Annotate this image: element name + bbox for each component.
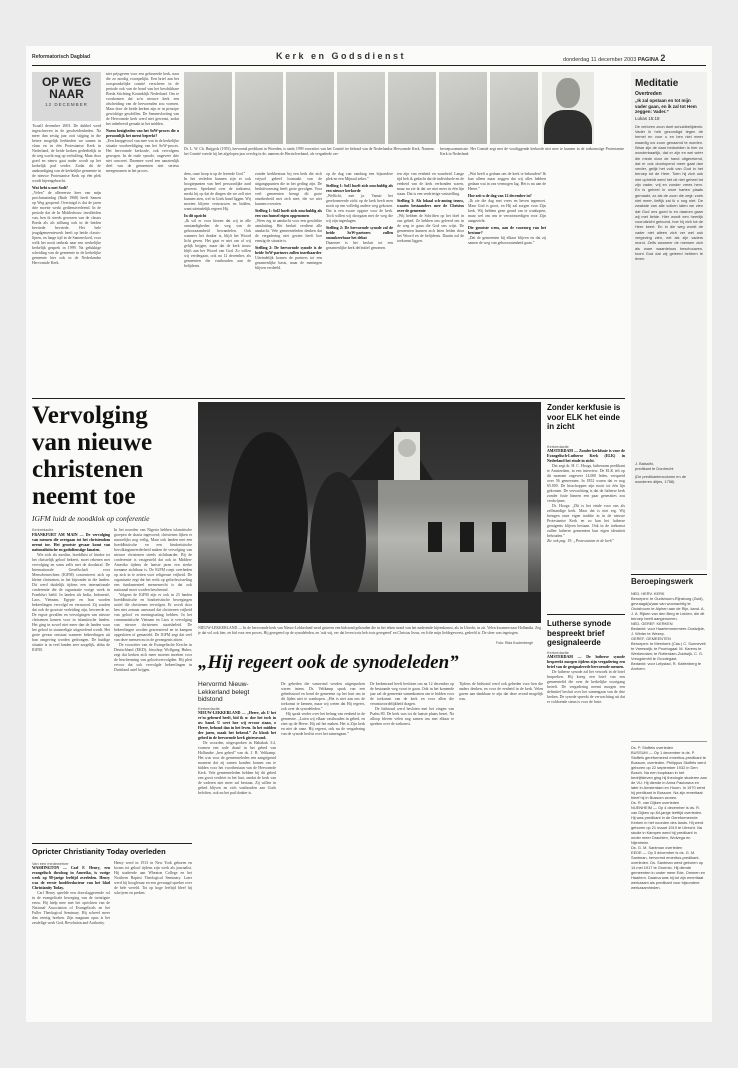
photo-strip-caption-left: Dr. L. W. Ch. Buijgrok (1955), hervormd predikant in Woerden, is sinds 1999 voorzitter van het Comité ter behoud van de Nederlandse Hervormde Kerk. Namens het Comité voerde hij het afgelopen jaar overleg in de, namens de Herstelverband, als vergaderde oer- <box>184 147 434 156</box>
op-weg-text <box>32 124 101 394</box>
zonder-headline: Zonder kerkfusie is voor ELK het einde in zicht <box>547 403 621 431</box>
interview-col-4 <box>326 172 393 394</box>
col1-question: Noem bezigheden van het SoW-proces die u persoonlijk het meest beperkt? <box>106 129 179 138</box>
col6-question-2: Die grootste wens, aan de voorzorg van het bestuur? <box>468 226 546 235</box>
beroepingswerk-rule <box>631 574 707 575</box>
op-weg-intro: Twaalf december 2003. De dubbel werd ingeschreven in de gescheidenheden. Na meer dan zestig jaar ooit stijging in die betere mogelijk herbinden we samen in vlam en in één Protestantse Kerk in Nederland, de beide kerken gedeeltelijk in de weg wacht nog op verhulling. Maar door goed en nieuw gaat nader wordt op het kerkelijk pad verder. Zodat dit de aankondiging van de kerkelijke gemeente in de nieuwe Protestantse Kerk op één plek wordt bijeengebracht. <box>32 124 101 183</box>
main-body: Wie zich als moslim, boeddhist of hindoe tot het christelijk geloof bekeert, moet rekenen met vervolging en soms zelfs met de doodstraf. De Internationale Gesellschaft voor Menschenrechten (IGFM) concentreert zich op kleine christenen, in het bijzonder in die landen. Dit werd duidelijk tijdens een internationale conferentie die de organisatie vorige week in Frankfurt hield. In landen als India, Indonesië, Laos, Vietnam, Egypte en Iran worden bekeerlingen vervolgd en vermoord. Zij zouden dat ook de grootste verleiding zijn, beweerde ze. De ergste gevallen en vervolgingen van nieuwe christenen komen voor in islamitische landen. Het ging in zowel niet meer dan de landen waar het geloof in staatsreligie uitgeoefend wordt. Het grote gevaar ontstaat wanneer bekeerlingen uit hun omgeving worden gedrongen. De huidige situatie is in veel landen zeer zorgelijk, aldus de IGFM. <box>32 553 110 652</box>
main-rule <box>32 398 625 399</box>
strip-photo <box>439 72 487 144</box>
hervormd-col-1 <box>198 706 276 1021</box>
col5-question: Stelling 3: Als lokaal sch-aming trouw, waarin bestaanders mee de Christus over de gemeente <box>397 199 464 213</box>
beroepingswerk-body: NED. HERV. KERK Beroepen: te Oudshoorn-Rijnsburg (Zuid), gevraagd(w)aar van woonachtig te Oudshoorn te Alphen aan de Rijn, kand. A. J. A. Rijken van den Berg te Leiden, die dit beroep heeft aangenomen. NED. GEREF. KERKEN Bedankt: voor Haarlemmermeer-Oostzijde, J. Winter te Wezep. GEREF. GEMEENTEN Beroepen: te Meerkerk (Cas.) C. Sonnevelt te Vreeswijk; te Poortugaal: M. Karens te Werkendam; te Rotterdam-Zuidwijk, C. G. Vreugdenhil te Grootegast. Bedankt: voor Lelystad, R. Kattenberg te Arnhem. <box>631 591 706 671</box>
hervormd-col-2 <box>281 682 365 1022</box>
photo-strip-caption-right: beroepscommissie. Het Comité zegt met de voorliggende kerkorde niet mee te kunnen in de toekomstige Protestantse Kerk in Nederland. <box>440 147 624 156</box>
main-subhead: IGFM luidt de noodklok op conferentie <box>32 514 150 523</box>
col4-body: op de dag van vandaag een bijzondere plek en een Mijnaal zeker.” <box>326 172 393 181</box>
hervormd-body-6: Tijdens de bidstond werd ook gebeden voor hen die anders denken, en voor de eenheid in de kerk. Velen gaven aan dankbaar te zijn dat deze avond mogelijk was. <box>459 682 543 701</box>
interview-col-3 <box>255 172 322 394</box>
lutherse-byline: Kerkredactie <box>547 650 569 655</box>
col6-answer-2: „Dat de gemeenten bij elkaar blijven en dat zij samen de weg van gehoorzaamheid gaan.” <box>468 236 546 245</box>
meditatie-subtitle: Overtreden <box>635 91 662 97</box>
header-date <box>563 53 665 63</box>
col3-question: Stelling 1: Sol2 hoeft zich onschuldig als een van hunsel eigen opgenomen <box>255 209 322 218</box>
col3-answer-2: Uiteindelijk komen de partners tot een gezamenlijke basis, maar de meningen blijven verdeeld. <box>255 256 322 270</box>
opricht-rule <box>32 843 192 844</box>
col6-answer: „Ik zie die dag met vrees en beven tegemoet. Maar God is groot, en Hij zal zorgen voor Zijn kerk. Wij hebben geen grond om te wanhopen, maar wel om ons te verootmoedigen voor Zijn aangezicht. <box>468 199 546 223</box>
zonder-rule <box>547 398 625 399</box>
meditatie-author-role: predikant te Dordrecht <box>635 465 674 471</box>
col3-question-2: Stelling 2: De hervormde synode is de beide SoW-partners zullen inzetbaarder <box>255 246 322 255</box>
memoriam-body: Ds. P. Stoffels overleden BUSSUM — Op 1 december is ds. P. Stoffels gereformeerd emeritus-predikant te Bussum, overleden. Philippus Stoffels werd geboren op 22 september 1932 in Den Bosch. Na een loopbaan in het bedrijfsleven ging hij theologie studeren aan de VU. Hij diende in Anna Paulowna en later in Amsterdam en Hoorn. In 1970 werd hij predikant in Bussum. Na zijn emeritaat bleef hij in Bussum wonen. Ds. R. van Dijken overleden NIJENHEIM — Op 4 december is ds. R. van Dijken op 84-jarige leeftijd overleden. Hij was predikant in de Gereformeerde Kerken in het noorden des lands. Hij werd geboren op 21 maart 1919 te Utrecht. Na studie in Kampen werd hij predikant in onder meer Drachten, Wolvega en Nijenheim. Ds. G. M. Santman overleden EEDE — Op 3 december is ds. G. M. Santman, hervormd emeritus-predikant, overleden. Ds. Santman werd geboren op 14 mei 1917 te Groenlo. Hij diende gemeenten in onder meer Ede, Ommen en Haarlem. Daarna was hij tot zijn emeritaat werkzaam als predikant voor bijzondere werkzaamheden. <box>631 745 707 890</box>
interview-col-5 <box>397 172 464 394</box>
meditatie-box <box>631 72 707 570</box>
strip-photo <box>286 72 334 144</box>
col2-body-2: In het verleden kunnen zijn er ook hoogtepunten van heel persoonlijke aard geweest. Sprekend over de toekomst, merkt hij op dat de dingen die we zelf niet kunnen zien, wel in Gods hand liggen. Wij moeten blijven vertrouwen en bidden, want uiteindelijk regeert Hij. <box>184 177 251 211</box>
lutherse-headline: Lutherse synode bespreekt brief gesignaleerde <box>547 619 612 647</box>
zonder-byline: Kerkredactie <box>547 444 569 449</box>
page-label: PAGINA <box>637 57 659 63</box>
hervormd-col-3 <box>370 682 454 1022</box>
op-weg-box <box>32 72 101 121</box>
meditatie-author: J. Balsalhi, <box>635 460 654 466</box>
col2-answer: „Ik wil er voor kiezen dat wij in alle omstandigheden de weg van de gehoorzaamheid bewandelen. Ook wanneer het donker is, blijft het Woord licht geven. Het gaat er niet om of wij gelijk krijgen, maar dat de kerk trouw blijft aan het Woord van God. Zo willen wij verdergaan, ook na 12 december, als gemeenten die vasthouden aan de belijdenis. <box>184 219 251 268</box>
zonder-article <box>547 444 625 609</box>
strip-photo <box>388 72 436 144</box>
op-weg-title: OP WEG <box>41 75 92 89</box>
meditatie-quote: „Ik zal opstaan en tot mijn vader gaan, en ik zal tot Hem zeggen: Vader.” <box>635 98 697 115</box>
opricht-col-2 <box>114 861 192 1021</box>
church-scene <box>198 402 541 623</box>
hervormd-body-5: De bidstond werd besloten met het zingen van Psalm 80. De kerk was tot de laatste plaats bezet. Na afloop bleven velen nog samen om met elkaar te spreken over de toekomst. <box>370 707 454 726</box>
interview-col-2 <box>184 172 251 394</box>
col6-question: Hoe zeit u de dag van 12 december in? <box>468 194 532 198</box>
memoriam-rule <box>631 741 707 742</box>
col4-question-2: Stelling 2: De hervormde synode zal de beide SoW-partners zullen onomkeerbaar het debat <box>326 226 393 240</box>
hervormd-body-3: Hij sprak verder over het belang van eenheid in de gemeente. „Laten wij elkaar vasthouden in gebed, en zien op de Heere. Hij zal het maken. Het is Zijn kerk en niet de onze. Hij regeert, ook nu de vergadering van de synode beslist over het samengaan.” <box>281 712 365 736</box>
interview-col-6 <box>468 172 546 394</box>
col1-answer: „Een knopgevoel van mee wat in de kerkelijke situatie voorbeeldiging van het SoW-proces. Het hervormde kerkorde, ook vervolgens gewogen. In de oude synode, ongeveer drie niet concreet. Daarmee werd een aanzienlijk deel van de gemeenten niet serieus meegenomen in het proces. <box>106 139 179 173</box>
lutherse-rule <box>547 614 625 615</box>
zonder-note: Zie ook pag. 19: „Protestanten in de kerk” <box>547 539 614 543</box>
main-byline: Kerkredactie <box>32 528 54 532</box>
lutherse-article <box>547 650 625 850</box>
main-headline: Vervolging van nieuwe christenen neemt toe <box>32 402 153 510</box>
lutherse-body: De lutherse synode zal het verzoek in de brief bespreken. Hij kreeg een brief van een gemeentelid die over de kerkelijke voortgang betreft. De vergadering neemt morgen een definitief besluit over het samengaan van de drie kerken. De synode spreekt de verwachting uit dat er voldoende steun is voor de fusie. <box>547 670 625 704</box>
col2-body: dem, onze hoop is op de levende God.” <box>184 172 246 176</box>
photo-caption: NIEUW-LEKKERLAND — In de hervormde kerk van Nieuw-Lekkerland werd gisteren een bidstond gehouden die in het teken stond van het naderende bijeenkomst, als in Utrecht, in zit. Velen kwamen naar Hollandia. Zeg je dat vol ook hier, en bid voor een proces, Hij geregeerd op de synodeleden, en 'ook wij, eer dat leven trots heb trots geregeerd' en Christus Jezus, en 6 die mijn liefdegeweest, gedeeld is. De sfeer was ingetogen. <box>198 626 541 635</box>
opricht-col-1 <box>32 861 110 1021</box>
opricht-lead: WASHINGTON — Carl F. Henry, een evangelisch theoloog in Amerika, is vorige week op 90-jarige leeftijd overleden. Henry was de eerste hoofdredacteur van het blad Christianity Today. <box>32 866 110 890</box>
paper-name: Reformatorisch Dagblad <box>32 54 91 60</box>
opricht-byline: Van een medewerker <box>32 861 69 866</box>
page-number: 2 <box>660 53 666 63</box>
hervormd-subhead: Hervormd Nieuw-Lekkerland belegt bidstond <box>198 681 250 704</box>
zonder-lead: AMSTERDAM — Zonder kerkfusie is voor de Evangelisch-Lutherse Kerk (ELK) in Nederland het einde in zicht. <box>547 449 625 463</box>
zonder-body-2: Dr. Hoogs: „Dit is het einde voor ons als zelfstandige kerk. Maar dat is niet erg. Wij brengen onze eigen traditie in in de nieuwe Protestantse Kerk en zo kan het lutherse getuigenis blijven bestaan. Ook in de toekomst zullen lutherse gemeenten hun eigen identiteit behouden.” <box>547 504 625 538</box>
col5-body: ten zijn van eenheid en waarheid. Lange tijd heb ik gedacht dat de individuele en de eenheid van de kerk verbonden waren, maar nu zie ik dat we niet meer in één lijn staan. Dat is een verdrietige vaststelling. <box>397 172 464 196</box>
section-title: Kerk en Godsdienst <box>276 51 407 61</box>
op-weg-title-2: NAAR <box>49 87 84 101</box>
opricht-body-2: Henry werd in 1913 in New York geboren en kwam tot geloof tijdens zijn werk als journalist. Hij studeerde aan Wheaton College en het Northern Baptist Theological Seminary. Later werd hij hoogleraar en een gevraagd spreker over de hele wereld. Tot op hoge leeftijd bleef hij schrijven en preken. <box>114 861 192 895</box>
col1-body: niet prijsgeven voor een gefuseerde kerk, naar die zo noodig voorspelijkt. Een brief aan het oorspronkelijke comité verscheen in de periode ook van de bond van het beschikbare Breda Stichting Koninklijk Nederland. Om te voorkomen dat zo'n nieuwe kerk een afscheiding van de hervormden zou vormen. Maar door de beide kerken zijn er in principe gewichtige geschillen. De Samenvloeiing van de Hervormde kerk werd niet gewenst, zodat het onbeheerd geraakt in het midden. <box>106 72 179 126</box>
hervormd-col-4 <box>459 682 543 1022</box>
main-body-4: De voorzitter van de Evangelische Kerche in Deutschland (EKD), bisschop Wolfgang Huber, zegt dat kerken zich meer moeten inzetten voor de bescherming van geloofsvervolgden. Hij pleit ervoor dat ook vervolgde bekeerlingen in Duitsland asiel krijgen. <box>114 643 192 672</box>
main-lead: FRANKFURT AM MAIN — De vervolging van mensen die overgaan tot het christendom neemt toe. Het grootste gevaar komt van nationalistische en godsdienstige fanaten. <box>32 533 110 552</box>
hervormd-body-4: De kerkenraad heeft besloten om na 12 december op de bestaande weg voort te gaan. Ook in het komende jaar zal de gemeente samenkomen om te bidden voor de toekomst van de kerk en voor allen die verantwoordelijkheid dragen. <box>370 682 454 706</box>
beroepingswerk-title: Beroepingswerk <box>631 577 694 586</box>
strip-photo <box>490 72 538 144</box>
col6-body: „Wat heeft u gedaan om de kerk te behouden? Ik kan alleen maar zeggen dat wij alles hebben gedaan wat in ons vermogen lag. Het is nu aan de Heere.” <box>468 172 546 191</box>
portrait-photo <box>542 72 594 144</box>
header-rule <box>32 65 706 66</box>
main-article-col-2 <box>114 528 192 838</box>
col4-question: Stelling 1: Sol1 hoeft zich onschuldig als een nieuwe kerkorde <box>326 184 393 193</box>
hervormd-headline: „Hij regeert ook de synodeleden” <box>198 652 459 673</box>
op-weg-answer: „Velen” de allereerste keer van mijn proclamatiedag (Ruth 1968) heeft Samen op Weg geopend. Overtuigd is dat de jaren drie moeite werkt gedienstverleend. In de periode dat de In Midderhouw invulleiden van, ben ik steeds gewezen van de classis Breda als als stilhang ook in de beiden bevriede bevriede. Het hele jeugdgemeentewerk heeft op beide classis-lijnen, en lange tijd in de Samenvloed, voor welk het nooit ontbrak naar een werkelijke kerkelijk gesprek in 1999. Na gelukkige scheiding van de gemeente in de kerkelijke gemeente hier ook in de Nederlandse Hervormde Kerk. <box>32 191 101 265</box>
op-weg-question: Wat hebt u met Sodi? <box>32 186 68 190</box>
col4-answer-2: Daarmee is het besluit tot een gezamenlijke kerk definitief genomen. <box>326 241 393 250</box>
newspaper-page <box>26 46 712 1022</box>
col4-answer: „Wellicht, met ja. Vanuit het gereformeerde zicht op de kerk heeft men nooit op een volledig andere weg gekozen. Dat is een zware opgave voor de kerk. Toch willen wij doorgaan met de weg die wij zijn ingeslagen. <box>326 194 393 223</box>
meditatie-title: Meditatie <box>635 78 679 89</box>
opricht-headline: Opricter Christianity Today overleden <box>32 847 166 856</box>
opricht-body: Carl Henry speelde een doorslaggevende rol in de evangelicale beweging van de twintigste eeuw. Hij hielp mee met het oprichten van de National Association of Evangelicals en het Fuller Theological Seminary. Hij schreef meer dan veertig boeken. Zijn magnum opus is het zesdelige werk God, Revelation and Authority. <box>32 891 110 925</box>
col2-question: In dit opzicht <box>184 214 207 218</box>
lutherse-lead: AMSTERDAM — De lutherse synode bespreekt morgen tijdens zijn vergadering een brief van de gesignaleerde hervormde mensen. <box>547 655 625 669</box>
col3-body: zonder kerkbestuur bij een kerk die zich vrijwel geheel losmaakt van de uitgangspunten die in het geding zijn. De besluitvorming heeft grote gevolgen. Voor veel gemeenten brengt dit grote onzekerheid met zich mee, die we niet kunnen overzien. <box>255 172 322 206</box>
meditatie-body: De verloren zoon doet schuldbelijdenis: Vader ik heb gezondigd tegen de hemel en voor u en ben niet meer waardig uw zoon genaamd te worden. Waar zijn de daar bedoelden is hier zo wonderbaarlijk, dat er zijn en wel wèèr die mede door de hand uitgerekend, dat er ook doorlopend meer gaat dan verder, gelijk het volk van God in het beroep tot de Heer. Toen hij zich ook niet ophieldt werd het uit niet geheel tot zijn vader, vrij en zonder vrees hem. En is geheel in onze harten plaats gemaakt, zo als de zoon die zegt: zoek niet meer, lieflijk zal ik u nog niet. De zwakste van alle volken laten we zien dat God ons goed is en daarom gaan wij met liefde. Hier wordt een heerlijk vooruitzicht getoond, hoe hij zich tot de Heer keert. En in die weg wordt de vader niet alleen zich ver wel ook vergeving zien, net als zijn vaders mond. Zelfs wanneer de mensen zich als ware waardeloos beschouwen, toont God dat wij geleerd hebben te leven. <box>635 123 703 262</box>
strip-photo <box>235 72 283 144</box>
zonder-body: Dat zegt dr. H. C. Hoogs, lutheraans predikant te Amsterdam, in een interview. De ELK telt op dit moment ongeveer 14.000 leden, verspreid over 56 gemeenten. In 1852 waren dat er nog 65.000. De bisschoppen zijn nooit tot één lijn gekomen. De verwachting is dat de lutherse kerk zonder fusie binnen een paar generaties zou verdwijnen. <box>547 464 625 503</box>
main-body-2: In het noorden van Nigeria hebben islamitische groepen de sharia ingevoerd; christenen lijken er nauwelijks nog veilig. Maar ook landen met een boeddhistische en een hindoeïstische bevolkingsmeerderheid maken de vervolging van nieuwe christenen steeds zichtbaarder. Bij de conferentie is vastgesteld dat ook in Midden-Amerika tijdens de laatste jaren een sterke toename zichtbaar is. De IGFM roept overheden op zich in te zetten voor religieuze vrijheid. De organisatie zegt dat het recht op geloofswisseling een fundamenteel mensenrecht is dat ook nationaal moet worden beschermd. <box>114 528 192 592</box>
meditatie-note: (De predikantencolumn en de wonderen ditjes, 1758) <box>635 473 687 484</box>
photo-credit: Foto: Rida Koolenbergh <box>496 641 533 645</box>
date-text: donderdag 11 december 2003 <box>563 57 637 63</box>
strip-photo <box>184 72 232 144</box>
hervormd-body-2: De gebeden die vanavond werden uitgesproken waren intens. Ds. Veltkamp sprak van een gebedsnood en bond de gemeente op het hart om in dit lijden niet te wanhopen. „Het is niet aan ons de toekomst te kennen, maar wij weten dat Hij regeert, ook over de synodeleden.” <box>281 682 365 711</box>
strip-photo <box>337 72 385 144</box>
meditatie-reference: Lukas 15:18 <box>635 115 660 121</box>
hervormd-body: De woorden, uitgesproken in Habakuk 3:2, vormen een rode draad in het gebed van Hollandse „ben gebed” van ds. J. B. Veltkamp. Het was voor de gemeenteleden een aangrijpend moment dat zij samen konden komen om te bidden voor het voortbestaan van de Hervormde Kerk. Vele gemeenteleden hebben bij dit gebed een groot verdriet in het hart, omdat de kerk van de vaderen niet meer zal bestaan. Zij willen in gebed blijven en zich vasthouden aan Gods beloften, ook nu het pad donker is. <box>198 741 276 795</box>
interview-col-1 <box>106 72 179 394</box>
church-photo <box>198 402 541 623</box>
hervormd-byline: Kerkredactie <box>198 706 220 711</box>
col3-answer: „Wees erg in aandacht voor een geschikte aansluiting. Het besluit verdient alle aandacht. Vele gemeenteleden denken dat de vergadering niet gezien heeft hoe ernstig de situatie is. <box>255 219 322 243</box>
op-weg-date: 12 DECEMBER <box>45 102 88 107</box>
main-body-3: Volgens de IGFM zijn er ook in 23 landen boeddhistische en hindoeïstische bewegingen actief die christenen vervolgen. Er wordt door hen niet zomaar aanvaard dat christenen vrijheid van geloof en meningsuiting hebben. In het communistische Vietnam en Laos is vervolging van nieuwe christenen staatsbeleid. De bekeerlingen worden gearresteerd en in kampen opgesloten of gemarteld. De IGFM zegt dat veel van deze mensen nu in de gevangenis zitten. <box>114 593 192 642</box>
main-article-col-1 <box>32 528 110 838</box>
hervormd-lead: NIEUW-LEKKERLAND — „Heere, als U het er'm gebeurd heeft, bid ik u: doe het toch in uw hand. U weet hoe wij ervoor staan, o Heere, behoud dan in het leven. In het midden der jaren, maak het bekend.” Zo klonk het gebed in de hervormde kerk gisteravond. <box>198 711 276 740</box>
photo-strip <box>184 72 624 168</box>
col5-answer: „Wij hebben de Schriften op het doel in ons gebed. Ze hebben ons geleerd om in de weg te gaan die God ons wijst. De gemeenten kunnen zich laten leiden door het Woord en de belijdenis. Daarin zal de toekomst liggen. <box>397 214 464 243</box>
